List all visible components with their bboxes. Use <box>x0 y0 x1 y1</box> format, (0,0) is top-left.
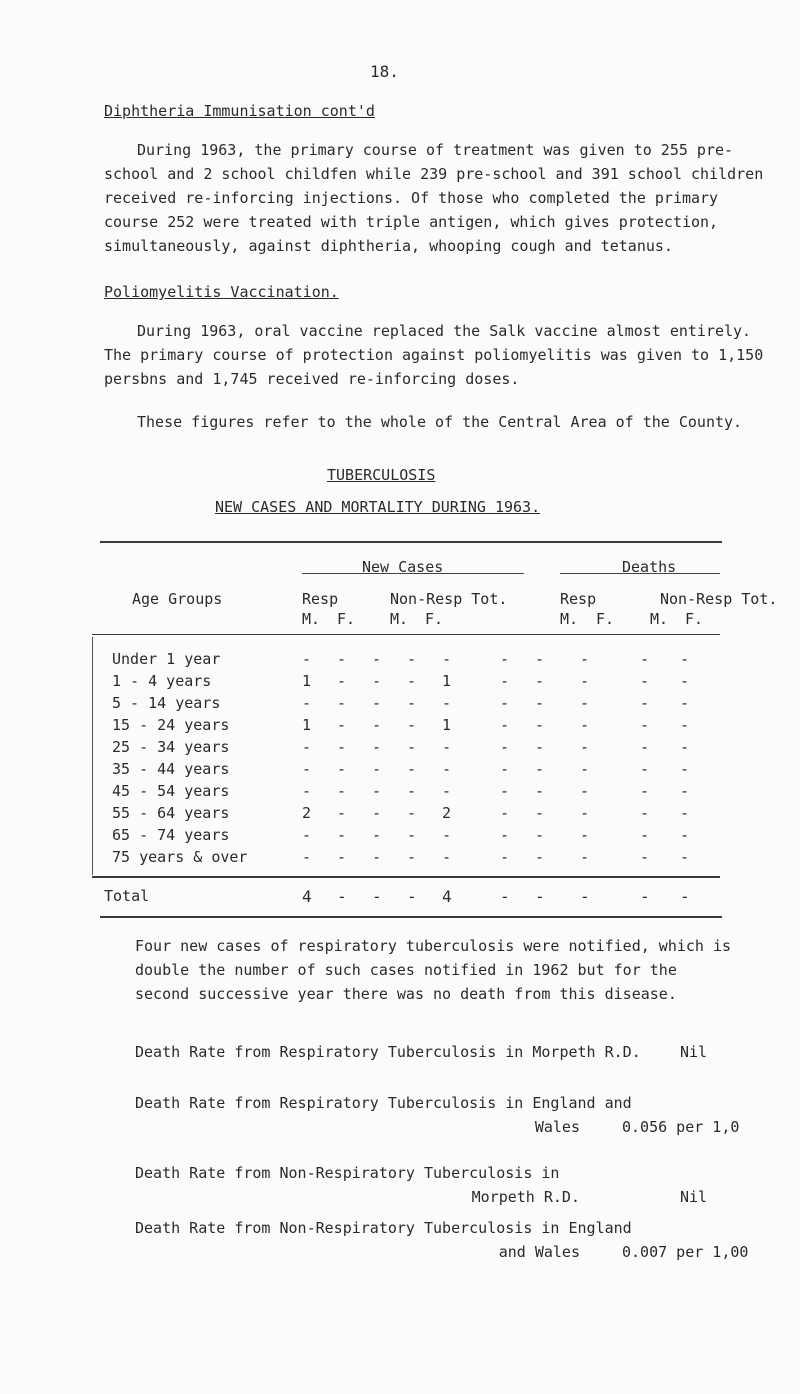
header-new-cases: New Cases <box>362 558 444 576</box>
table-cell: - <box>680 826 690 844</box>
section-title-polio: Poliomyelitis Vaccination. <box>104 283 339 301</box>
total-cell: - <box>337 887 347 906</box>
table-cell: - <box>407 760 417 778</box>
polio-paragraph-2: These figures refer to the whole of the Central Area of the County. <box>137 413 743 431</box>
table-cell: - <box>500 804 510 822</box>
table-cell: - <box>680 760 690 778</box>
tb-summary: Four new cases of respiratory tuberculosis were notified, which is double the number of such cases notified in 1962 but for the second successive year there was no death from this disease. <box>135 937 732 1003</box>
table-cell: - <box>640 694 650 712</box>
table-cell: - <box>372 826 382 844</box>
table-cell: - <box>302 694 312 712</box>
header-f: F. <box>425 610 444 628</box>
table-cell: - <box>337 782 347 800</box>
age-group-label: 25 - 34 years <box>112 738 230 756</box>
table-cell: - <box>535 650 545 668</box>
table-cell: - <box>407 848 417 866</box>
table-cell: - <box>302 826 312 844</box>
header-f: F. <box>596 610 615 628</box>
table-cell: - <box>535 848 545 866</box>
header-m: M. <box>390 610 409 628</box>
table-cell: - <box>500 672 510 690</box>
section-title-diphtheria: Diphtheria Immunisation cont'd <box>104 102 375 120</box>
header-m: M. <box>650 610 669 628</box>
table-cell: - <box>640 848 650 866</box>
table-cell: - <box>442 848 452 866</box>
table-cell: - <box>407 650 417 668</box>
total-cell: - <box>640 887 650 906</box>
polio-paragraph-1: During 1963, oral vaccine replaced the Salk vaccine almost entirely. The primary course of protection against poliomyelitis was given to 1,150 persbns and 1,745 received re-inforcing doses. <box>104 322 764 388</box>
table-bottom-rule <box>100 916 722 918</box>
table-cell: - <box>640 760 650 778</box>
age-group-label: 5 - 14 years <box>112 694 221 712</box>
table-cell: - <box>442 650 452 668</box>
header-m: M. <box>302 610 321 628</box>
table-cell: - <box>372 760 382 778</box>
table-cell: - <box>640 826 650 844</box>
death-rate-label: Death Rate from Respiratory Tuberculosis in England and <box>135 1094 632 1112</box>
table-cell: - <box>337 650 347 668</box>
age-group-label: 1 - 4 years <box>112 672 212 690</box>
total-cell: - <box>535 887 545 906</box>
table-cell: - <box>580 694 590 712</box>
table-cell: - <box>580 672 590 690</box>
table-cell: - <box>500 650 510 668</box>
total-cell: 4 <box>302 887 312 906</box>
table-cell: - <box>442 760 452 778</box>
table-cell: - <box>580 782 590 800</box>
table-cell: - <box>580 738 590 756</box>
table-cell: - <box>372 672 382 690</box>
table-cell: 1 <box>302 672 312 690</box>
table-cell: 2 <box>442 804 452 822</box>
death-rate-value: 0.056 per 1,0 <box>622 1118 740 1136</box>
total-cell: - <box>500 887 510 906</box>
table-cell: - <box>302 650 312 668</box>
total-cell: - <box>580 887 590 906</box>
table-cell: - <box>500 760 510 778</box>
table-cell: - <box>337 848 347 866</box>
age-group-label: Under 1 year <box>112 650 221 668</box>
table-cell: - <box>580 716 590 734</box>
table-cell: - <box>640 672 650 690</box>
table-cell: - <box>407 782 417 800</box>
table-cell: - <box>337 694 347 712</box>
header-f: F. <box>337 610 356 628</box>
tb-subheading: NEW CASES AND MORTALITY DURING 1963. <box>215 498 541 516</box>
table-cell: - <box>535 716 545 734</box>
table-cell: - <box>580 848 590 866</box>
table-cell: - <box>372 716 382 734</box>
table-cell: - <box>302 848 312 866</box>
table-cell: - <box>535 826 545 844</box>
table-left-border <box>92 637 93 875</box>
table-cell: - <box>680 694 690 712</box>
table-cell: - <box>535 738 545 756</box>
table-cell: - <box>442 782 452 800</box>
death-rate-label: Death Rate from Non-Respiratory Tuberculosis in England <box>135 1219 632 1237</box>
table-cell: - <box>372 738 382 756</box>
table-cell: - <box>302 760 312 778</box>
death-rate-label: Death Rate from Respiratory Tuberculosis in Morpeth R.D. <box>135 1043 641 1061</box>
table-cell: - <box>535 782 545 800</box>
table-cell: - <box>640 716 650 734</box>
age-group-label: 15 - 24 years <box>112 716 230 734</box>
table-cell: - <box>302 738 312 756</box>
table-cell: 1 <box>442 672 452 690</box>
table-cell: - <box>500 848 510 866</box>
death-rate-value: Nil <box>680 1043 708 1061</box>
table-cell: - <box>407 804 417 822</box>
table-cell: - <box>680 782 690 800</box>
death-rate-label-cont: Wales <box>534 1118 580 1136</box>
table-cell: - <box>337 760 347 778</box>
table-top-rule <box>100 541 722 543</box>
table-cell: - <box>580 760 590 778</box>
table-cell: - <box>535 672 545 690</box>
table-cell: - <box>580 826 590 844</box>
header-resp-deaths: Resp <box>560 590 597 608</box>
table-cell: - <box>372 650 382 668</box>
table-cell: - <box>337 716 347 734</box>
table-cell: - <box>640 782 650 800</box>
death-rate-label: Death Rate from Non-Respiratory Tuberculosis in <box>135 1164 560 1182</box>
table-cell: - <box>640 650 650 668</box>
table-cell: - <box>407 672 417 690</box>
total-cell: - <box>372 887 382 906</box>
age-group-label: 55 - 64 years <box>112 804 230 822</box>
table-cell: - <box>535 694 545 712</box>
header-deaths: Deaths <box>622 558 677 576</box>
age-group-label: 75 years & over <box>112 848 248 866</box>
table-cell: - <box>372 804 382 822</box>
table-cell: - <box>580 650 590 668</box>
death-rate-value: 0.007 per 1,00 <box>622 1243 749 1261</box>
table-cell: - <box>680 650 690 668</box>
table-cell: - <box>442 738 452 756</box>
tb-heading: TUBERCULOSIS <box>327 466 436 484</box>
table-cell: - <box>680 672 690 690</box>
deaths-rule <box>560 573 720 574</box>
table-cell: - <box>337 804 347 822</box>
page-number: 18. <box>370 62 399 81</box>
age-group-label: 35 - 44 years <box>112 760 230 778</box>
table-cell: - <box>372 848 382 866</box>
table-cell: 1 <box>302 716 312 734</box>
diphtheria-paragraph: During 1963, the primary course of treatment was given to 255 pre-school and 2 school childfen while 239 pre-school and 391 school children received re-inforcing injections. Of those who completed the primary course 252 were treated with triple antigen, which gives protection, simultaneously, against diphtheria, whooping cough and tetanus. <box>104 141 764 255</box>
total-label: Total <box>104 887 150 905</box>
table-cell: 1 <box>442 716 452 734</box>
total-cell: - <box>407 887 417 906</box>
table-cell: - <box>500 694 510 712</box>
table-cell: - <box>640 738 650 756</box>
header-nonresp-new: Non-Resp Tot. <box>390 590 508 608</box>
table-cell: - <box>500 716 510 734</box>
table-cell: - <box>680 738 690 756</box>
age-group-label: 65 - 74 years <box>112 826 230 844</box>
table-cell: - <box>580 804 590 822</box>
new-cases-rule <box>302 573 524 574</box>
death-rate-value: Nil <box>680 1188 708 1206</box>
total-cell: - <box>680 887 690 906</box>
table-cell: - <box>372 782 382 800</box>
header-bottom-rule <box>92 634 720 635</box>
death-rate-label-cont: Morpeth R.D. <box>471 1188 580 1206</box>
table-cell: - <box>302 782 312 800</box>
table-cell: - <box>407 694 417 712</box>
header-age-groups: Age Groups <box>132 590 223 608</box>
table-cell: - <box>442 694 452 712</box>
table-cell: - <box>535 804 545 822</box>
table-cell: - <box>337 672 347 690</box>
table-cell: - <box>500 826 510 844</box>
total-top-rule <box>92 876 720 878</box>
table-cell: - <box>640 804 650 822</box>
table-cell: - <box>442 826 452 844</box>
table-cell: - <box>500 738 510 756</box>
table-cell: - <box>407 826 417 844</box>
table-cell: 2 <box>302 804 312 822</box>
header-f: F. <box>685 610 704 628</box>
table-cell: - <box>680 848 690 866</box>
age-group-label: 45 - 54 years <box>112 782 230 800</box>
table-cell: - <box>407 716 417 734</box>
table-cell: - <box>680 716 690 734</box>
table-cell: - <box>337 826 347 844</box>
header-resp-new: Resp <box>302 590 339 608</box>
total-cell: 4 <box>442 887 452 906</box>
table-cell: - <box>407 738 417 756</box>
table-cell: - <box>372 694 382 712</box>
table-cell: - <box>337 738 347 756</box>
table-cell: - <box>500 782 510 800</box>
table-cell: - <box>680 804 690 822</box>
death-rate-label-cont: and Wales <box>498 1243 580 1261</box>
table-cell: - <box>535 760 545 778</box>
header-nonresp-deaths: Non-Resp Tot. <box>660 590 778 608</box>
header-m: M. <box>560 610 579 628</box>
